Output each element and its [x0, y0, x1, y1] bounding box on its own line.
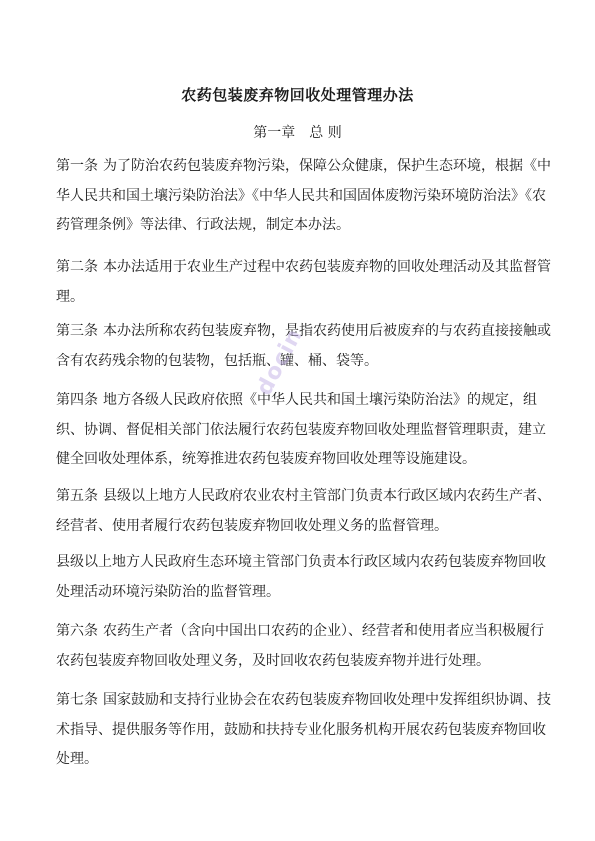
article-label: 第二条	[56, 259, 98, 275]
article-1	[56, 152, 556, 241]
article-label: 第六条	[56, 623, 98, 639]
article-3	[56, 317, 556, 376]
article-text: 国家鼓励和支持行业协会在农药包装废弃物回收处理中发挥组织协调、技术指导、提供服务等作用，鼓励和扶持专业化服务机构开展农药包装废弃物回收处理。	[56, 692, 551, 767]
watermark-logo: docin	[252, 324, 308, 400]
article-text: 本办法适用于农业生产过程中农药包装废弃物的回收处理活动及其监督管理。	[56, 259, 551, 305]
article-6	[56, 617, 556, 676]
article-text: 县级以上地方人民政府生态环境主管部门负责本行政区域内农药包装废弃物回收处理活动环境污染防治的监督管理。	[56, 554, 546, 600]
chapter-heading: 第一章 总 则	[253, 125, 342, 141]
article-text: 地方各级人民政府依照《中华人民共和国土壤污染防治法》的规定，组织、协调、督促相关部门依法履行农药包装废弃物回收处理监督管理职责，建立健全回收处理体系，统筹推进农药包装废弃物回收处理等设施建设。	[56, 392, 546, 467]
article-text: 本办法所称农药包装废弃物，是指农药使用后被废弃的与农药直接接触或含有农药残余物的包装物，包括瓶、罐、桶、袋等。	[56, 323, 551, 369]
article-text: 县级以上地方人民政府农业农村主管部门负责本行政区域内农药生产者、经营者、使用者履行农药包装废弃物回收处理义务的监督管理。	[56, 488, 551, 534]
article-2	[56, 253, 556, 312]
article-label: 第七条	[56, 692, 98, 708]
article-5-paragraph-2	[56, 548, 556, 607]
article-label: 第一条	[56, 158, 98, 174]
article-7	[56, 686, 556, 775]
article-label: 第三条	[56, 323, 98, 339]
article-label: 第四条	[56, 392, 98, 408]
document-title: 农药包装废弃物回收处理管理办法	[181, 86, 414, 104]
article-text: 为了防治农药包装废弃物污染，保障公众健康，保护生态环境，根据《中华人民共和国土壤污染防治法》《中华人民共和国固体废物污染环境防治法》《农药管理条例》等法律、行政法规，制定本办法。	[56, 158, 551, 233]
article-text: 农药生产者（含向中国出口农药的企业）、经营者和使用者应当积极履行农药包装废弃物回收处理义务，及时回收农药包装废弃物并进行处理。	[56, 623, 544, 669]
article-5	[56, 482, 556, 541]
article-label: 第五条	[56, 488, 98, 504]
article-4	[56, 386, 556, 475]
